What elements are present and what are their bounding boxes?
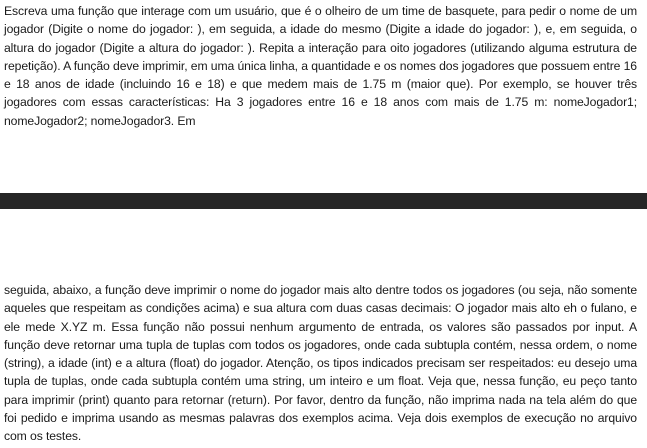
page-break-divider xyxy=(0,193,647,209)
paragraph-page-1: Escreva uma função que interage com um usuário, que é o olheiro de um time de basquete, para pedir o nome de um jogador (Digite o nome do jogador: ), em seguida, a idade do mesmo (Digite a idade do jogador: ), e, em seguida, o altura do jogador (Digite a altura do jogador: ). Repita a interação para oito jogadores (utilizando alguma estrutura de repetição). A função deve imprimir, em uma única linha, a quantidade e os nomes dos jogadores que possuem entre 16 e 18 anos de idade (incluindo 16 e 18) e que medem mais de 1.75 m (maior que). Por exemplo, se houver três jogadores com essas características: Ha 3 jogadores entre 16 e 18 anos com mais de 1.75 m: nomeJogador1; nomeJogador2; nomeJogador3. Em xyxy=(4,4,637,128)
paragraph-page-2: seguida, abaixo, a função deve imprimir o nome do jogador mais alto dentre todos os jogadores (ou seja, não somente aqueles que respeitam as condições acima) e sua altura com duas casas decimais: O jogador mais alto eh o fulano, e ele mede X.YZ m. Essa função não possui nenhum argumento de entrada, os valores são passados por input. A função deve retornar uma tupla de tuplas com todos os jogadores, onde cada subtupla contém, nessa ordem, o nome (string), a idade (int) e a altura (float) do jogador. Atenção, os tipos indicados precisam ser respeitados: eu desejo uma tupla de tuplas, onde cada subtupla contém uma string, um inteiro e um float. Veja que, nessa função, eu peço tanto para imprimir (print) quanto para retornar (return). Por favor, dentro da função, não imprima nada na tela além do que foi pedido e imprima usando as mesmas palavras dos exemplos acima. Veja dois exemplos de execução no arquivo com os testes. xyxy=(4,283,637,444)
